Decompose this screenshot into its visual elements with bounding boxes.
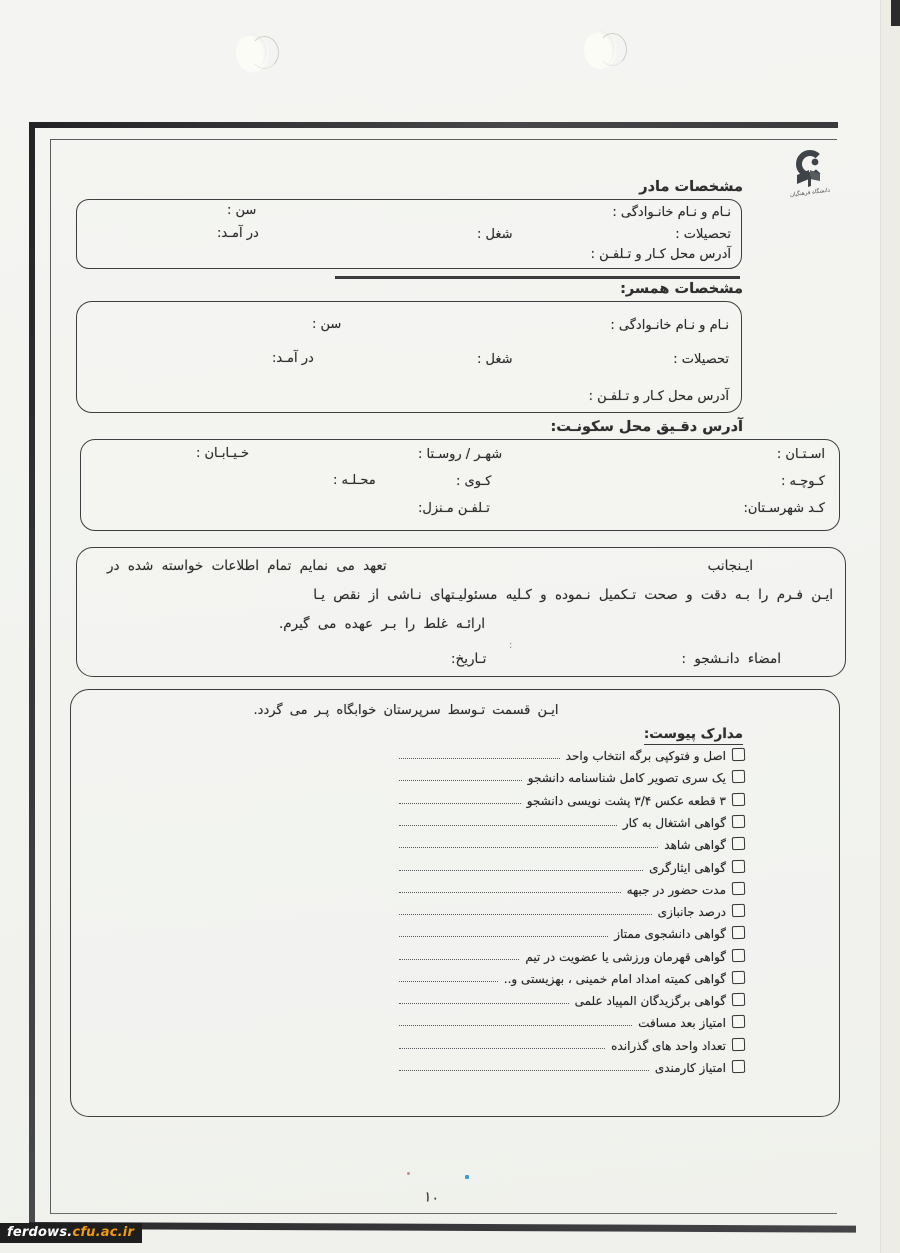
frame-border-bottom [29, 1222, 856, 1233]
checkbox-passed-units [732, 1038, 745, 1051]
checkbox-honor-student [732, 926, 745, 939]
checkbox-disability-percent [732, 904, 745, 917]
attachment-label: تعداد واحد های گذرانده [611, 1038, 726, 1053]
attachments-list [399, 750, 745, 1084]
attachment-row [399, 817, 745, 829]
attachment-label: ۳ قطعه عکس ۳/۴ پشت نویسی دانشجو [526, 793, 726, 808]
spouse-section-title: مشخصات همسر: [620, 281, 743, 297]
frame-border-left [29, 122, 35, 1229]
residence-section-title: آدرس دقـیق محل سکونـت: [550, 419, 743, 435]
home-phone-label: تـلفـن مـنزل: [418, 501, 490, 516]
dotted-leader [399, 824, 617, 826]
checkbox-birth-certificate [732, 770, 745, 783]
attachment-row [399, 1040, 745, 1052]
mother-job-label: شغل : [477, 227, 513, 242]
mother-income-label: در آمـد: [217, 226, 259, 241]
province-label: اسـتـان : [776, 447, 825, 462]
checkbox-sports-champion [732, 948, 745, 961]
punch-hole-left [236, 33, 267, 71]
attachment-label: مدت حضور در جبهه [626, 882, 726, 897]
dotted-leader [399, 913, 652, 915]
dotted-leader [399, 980, 498, 982]
mother-work-address-label: آدرس محل کـار و تـلفـن : [590, 247, 731, 262]
attachment-label: گواهی برگزیدگان المپیاد علمی [574, 994, 726, 1009]
mother-age-label: سن : [227, 203, 257, 218]
attachment-label: امتیاز کارمندی [654, 1061, 726, 1076]
checkbox-relief-committee [732, 971, 745, 984]
checkbox-veteran-certificate [732, 859, 745, 872]
commitment-pledge-line3: ارائـه غلط را بـر عهده می گیرم. [279, 616, 486, 632]
attachment-row [399, 1062, 745, 1074]
dotted-leader [399, 1024, 632, 1026]
university-emblem-icon [790, 149, 830, 189]
mother-section-title: مشخصات مادر [639, 179, 743, 195]
attachment-row [399, 772, 745, 784]
attachment-label: درصد جانبازی [657, 905, 726, 920]
alley-label: کـوچـه : [780, 474, 825, 489]
mother-fullname-label: نـام و نـام خانـوادگی : [612, 205, 731, 220]
university-logo-caption: دانشگاه فرهنگیان [789, 187, 831, 199]
watermark-prefix: ferdows. [7, 1225, 73, 1240]
dotted-leader [399, 891, 621, 893]
supervisor-note: ایـن قسمت تـوسط سرپرستان خوابگاه پـر می گردد. [253, 703, 559, 718]
checkbox-martyr-certificate [732, 837, 745, 850]
attachment-row [399, 839, 745, 851]
spouse-section-divider [335, 276, 740, 279]
attachment-label: گواهی ایثارگری [649, 860, 726, 875]
spouse-work-address-label: آدرس محل کـار و تـلفـن : [588, 389, 729, 404]
frame-border-top [29, 122, 838, 128]
city-village-label: شهـر / روسـتا : [418, 447, 503, 462]
attachments-title: مدارک پیوست: [644, 726, 743, 745]
attachment-row [399, 973, 745, 985]
dotted-leader [399, 958, 519, 960]
dotted-leader [399, 757, 560, 759]
university-logo [784, 149, 836, 213]
attachment-row [399, 1017, 745, 1029]
attachment-label: گواهی شاهد [664, 838, 726, 853]
attachment-row [399, 750, 745, 762]
attachment-label: گواهی دانشجوی ممتاز [614, 927, 726, 942]
spouse-fullname-label: نـام و نـام خانـوادگی : [610, 318, 729, 333]
dotted-leader [399, 1069, 649, 1071]
dotted-leader [399, 1002, 569, 1004]
attachment-label: اصل و فتوکپی برگه انتخاب واحد [565, 749, 726, 764]
watermark-banner [0, 1223, 142, 1243]
attachments-box [70, 689, 840, 1117]
commitment-intro: ایـنجانب [707, 558, 753, 574]
mother-education-label: تحصیلات : [675, 227, 731, 242]
checkbox-unit-selection [732, 748, 745, 761]
attachment-row [399, 795, 745, 807]
attachment-label: گواهی قهرمان ورزشی یا عضویت در تیم [525, 949, 726, 964]
checkbox-distance-score [732, 1015, 745, 1028]
attachment-row [399, 951, 745, 963]
attachment-row [399, 928, 745, 940]
commitment-box [76, 547, 846, 677]
street-label: خـیـابـان : [196, 446, 249, 461]
watermark-suffix: cfu.ac.ir [72, 1225, 135, 1240]
scan-corner-shadow [891, 0, 900, 26]
dotted-leader [399, 802, 521, 804]
residence-details-box [80, 439, 840, 531]
dotted-leader [399, 779, 522, 781]
attachment-row [399, 906, 745, 918]
spouse-job-label: شغل : [477, 352, 513, 367]
stray-mark: : [509, 640, 513, 651]
spouse-details-box [76, 301, 742, 413]
dotted-leader [399, 869, 643, 871]
student-signature-label: امضاء دانـشجو : [681, 651, 781, 667]
attachment-label: یک سری تصویر کامل شناسنامه دانشجو [527, 771, 726, 786]
scan-edge-strip [880, 0, 900, 1253]
commitment-pledge-start: تعهد می نمایم تمام اطلاعات خواسته شده در [107, 558, 387, 574]
dotted-leader [399, 935, 608, 937]
spouse-income-label: در آمـد: [272, 351, 314, 366]
spouse-education-label: تحصیلات : [673, 352, 729, 367]
attachment-row [399, 995, 745, 1007]
attachment-row [399, 884, 745, 896]
city-code-label: کـد شهرسـتان: [743, 501, 825, 516]
spouse-age-label: سن : [312, 317, 342, 332]
quarter-label: کـوی : [456, 474, 492, 489]
date-label: تـاریخ: [451, 651, 487, 667]
attachment-row [399, 861, 745, 873]
page-number: ۱۰ [422, 1189, 441, 1207]
checkbox-front-service [732, 882, 745, 895]
commitment-pledge-line2: ایـن فـرم را بـه دقت و صحت تـکمیل نـموده و کـلیه مسئولیـتهای نـاشی از نقص یـا [313, 587, 833, 603]
district-label: محـلـه : [333, 473, 376, 488]
punch-hole-right [584, 30, 615, 68]
dotted-leader [399, 1047, 605, 1049]
checkbox-olympiad [732, 993, 745, 1006]
checkbox-photos [732, 792, 745, 805]
checkbox-employee-score [732, 1060, 745, 1073]
checkbox-employment-certificate [732, 815, 745, 828]
dotted-leader [399, 846, 658, 848]
mother-details-box [76, 199, 742, 269]
attachment-label: گواهی اشتغال به کار [622, 815, 726, 830]
attachment-label: امتیاز بعد مسافت [638, 1016, 726, 1031]
attachment-label: گواهی کمیته امداد امام خمینی ، بهزیستی و.. [503, 971, 726, 986]
